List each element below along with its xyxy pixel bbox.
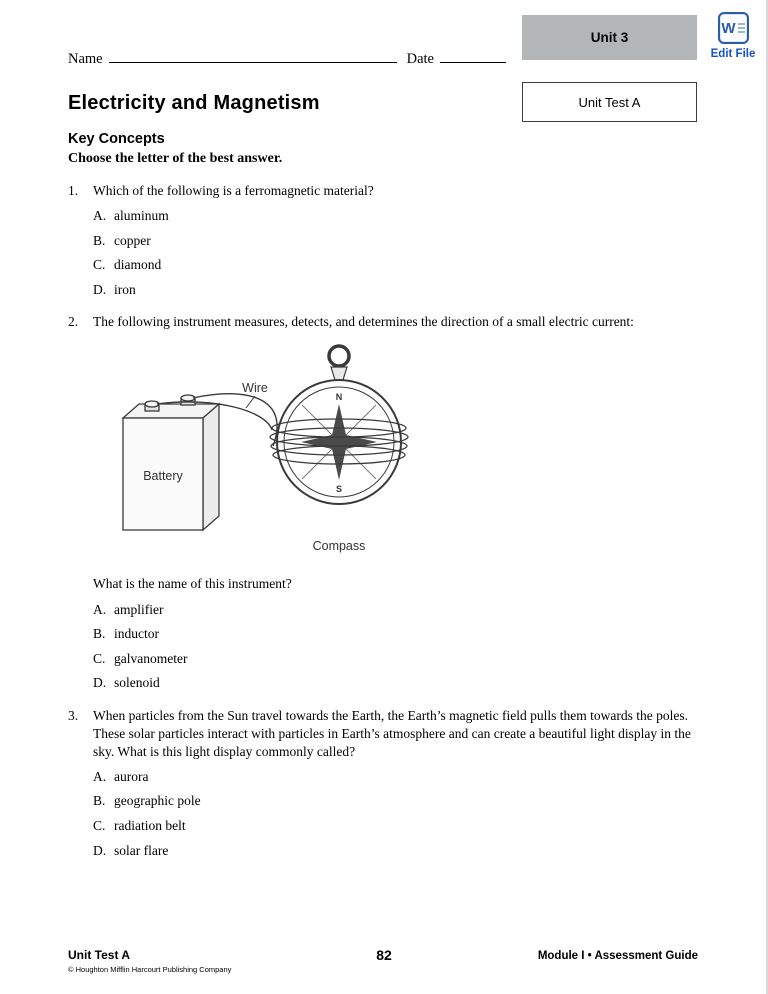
- choice-letter: C.: [93, 818, 106, 834]
- question-3: [68, 707, 700, 859]
- question-number: 1.: [68, 183, 79, 198]
- battery-drawing: [123, 395, 219, 530]
- compass-label: Compass: [312, 539, 366, 554]
- choice-letter: C.: [93, 650, 106, 666]
- name-date-row: [68, 48, 518, 68]
- question-text: The following instrument measures, detects, and determines the direction of a small electric current:: [93, 314, 634, 330]
- choice-1a: [93, 207, 700, 225]
- choice-letter: A.: [93, 768, 107, 784]
- footer-test-name: Unit Test A: [68, 948, 130, 962]
- battery-label: Battery: [143, 469, 183, 484]
- choice-text: aurora: [114, 768, 149, 784]
- section-heading: Key Concepts: [68, 131, 165, 147]
- choice-3d: [93, 842, 700, 860]
- galvanometer-figure: [105, 340, 700, 563]
- word-icon-letter: W: [721, 19, 736, 37]
- choice-letter: A.: [93, 601, 107, 617]
- choice-letter: D.: [93, 842, 107, 858]
- date-label: Date: [406, 51, 434, 67]
- choice-letter: C.: [93, 257, 106, 273]
- word-icon-lines: [738, 23, 745, 33]
- word-document-icon: [718, 12, 749, 44]
- choice-3c: [93, 817, 700, 835]
- choice-2b: [93, 625, 700, 643]
- choice-3a: [93, 768, 700, 786]
- choice-letter: D.: [93, 281, 107, 297]
- choice-2d: [93, 674, 700, 692]
- edit-file-label: Edit File: [710, 48, 756, 60]
- wire-label: Wire: [242, 381, 268, 396]
- unit-badge: Unit 3: [522, 15, 697, 60]
- choice-text: copper: [114, 232, 151, 248]
- question-text: Which of the following is a ferromagnetic material?: [93, 183, 374, 198]
- choice-text: galvanometer: [114, 650, 188, 666]
- choice-1d: [93, 281, 700, 299]
- question-number: 2.: [68, 314, 79, 330]
- edit-file-button[interactable]: [703, 12, 763, 60]
- footer-copyright: © Houghton Mifflin Harcourt Publishing Company: [68, 965, 232, 974]
- question-followup: What is the name of this instrument?: [93, 576, 292, 592]
- question-number: 3.: [68, 707, 79, 723]
- instruction-text: Choose the letter of the best answer.: [68, 151, 283, 166]
- choice-letter: B.: [93, 626, 106, 642]
- choice-text: radiation belt: [114, 818, 186, 834]
- test-name-badge: Unit Test A: [522, 82, 697, 122]
- choice-letter: D.: [93, 675, 107, 691]
- choice-letter: A.: [93, 208, 107, 224]
- choice-2c: [93, 650, 700, 668]
- svg-text:N: N: [335, 392, 343, 403]
- question-1: [68, 182, 700, 298]
- choice-text: solenoid: [114, 675, 160, 691]
- page-title: Electricity and Magnetism: [68, 92, 320, 114]
- choice-letter: B.: [93, 232, 106, 248]
- choice-text: geographic pole: [114, 793, 201, 809]
- choice-text: amplifier: [114, 601, 164, 617]
- document-body: [68, 92, 700, 859]
- question-2: [68, 313, 700, 691]
- question-text: When particles from the Sun travel towards the Earth, the Earth’s magnetic field pulls them towards the poles. These solar particles interact with particles in Earth’s atmosphere and can create a beautiful light display in the sky. What is this light display commonly called?: [93, 707, 691, 759]
- date-blank-line: [440, 48, 506, 63]
- choice-1c: [93, 256, 700, 274]
- page-number: 82: [376, 947, 392, 963]
- choice-letter: B.: [93, 793, 106, 809]
- footer-module-text: Module I • Assessment Guide: [537, 950, 698, 962]
- choice-text: solar flare: [114, 842, 169, 858]
- choice-2a: [93, 601, 700, 619]
- compass-ring: [329, 346, 349, 380]
- choice-text: aluminum: [114, 208, 169, 224]
- choice-3b: [93, 792, 700, 810]
- name-label: Name: [68, 51, 103, 67]
- choice-1b: [93, 232, 700, 250]
- svg-text:S: S: [335, 484, 343, 495]
- choice-text: iron: [114, 281, 136, 297]
- name-blank-line: [109, 48, 397, 63]
- choice-text: inductor: [114, 626, 159, 642]
- choice-text: diamond: [114, 257, 162, 273]
